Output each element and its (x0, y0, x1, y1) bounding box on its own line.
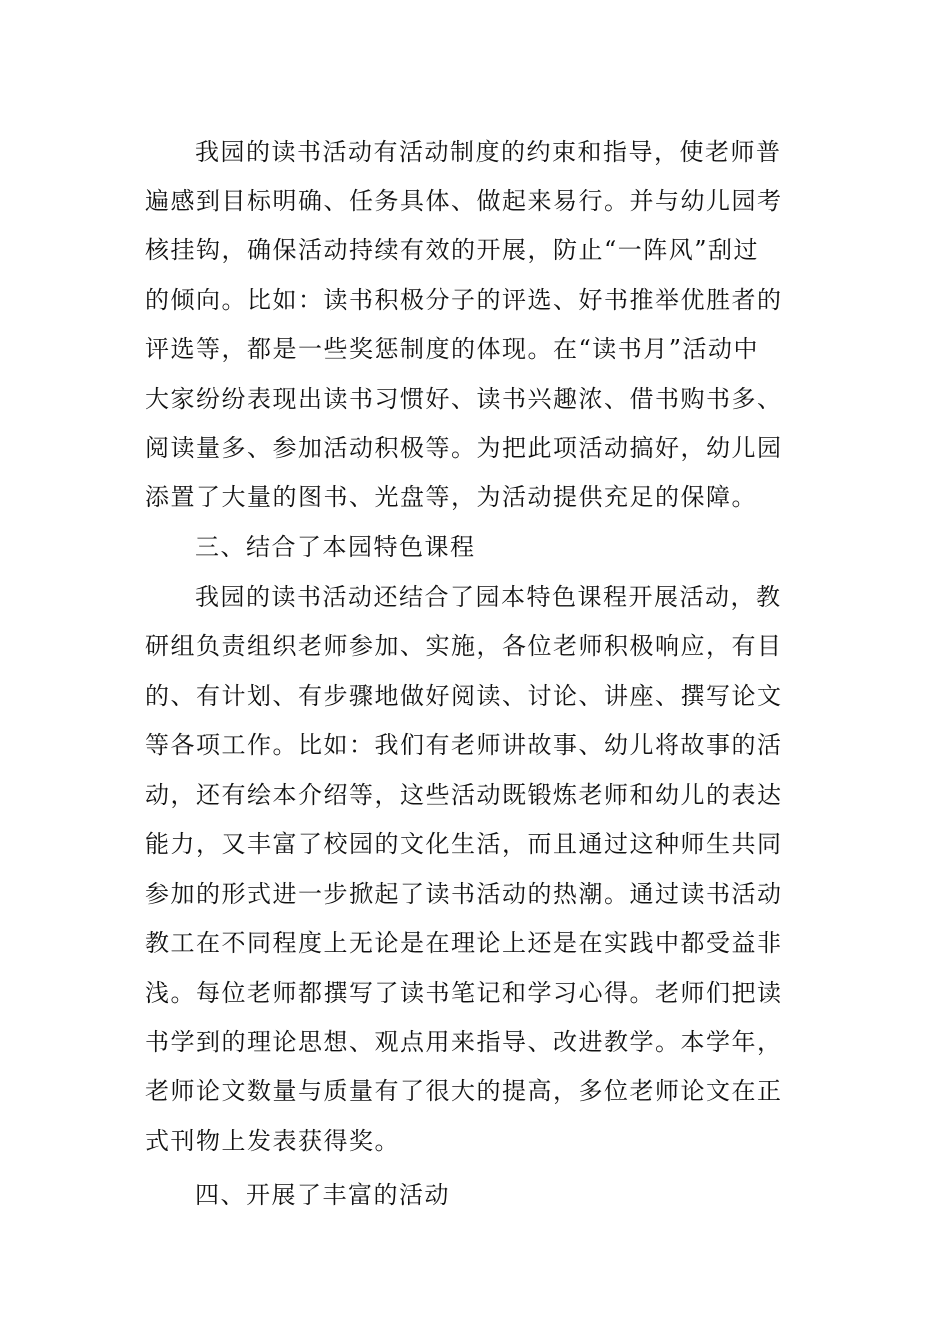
section-heading: 四、开展了丰富的活动 (195, 1181, 450, 1209)
paragraph-line: 阅读量多、参加活动积极等。为把此项活动搞好，幼儿园 (145, 434, 783, 462)
paragraph-line: 动，还有绘本介绍等，这些活动既锻炼老师和幼儿的表达 (145, 781, 783, 809)
paragraph-line: 添置了大量的图书、光盘等，为活动提供充足的保障。 (145, 483, 757, 511)
paragraph-line: 评选等，都是一些奖惩制度的体现。在“读书月”活动中 (145, 335, 760, 363)
paragraph-line: 浅。每位老师都撰写了读书笔记和学习心得。老师们把读 (145, 979, 783, 1007)
paragraph-line: 我园的读书活动有活动制度的约束和指导，使老师普 (195, 138, 782, 166)
paragraph-line: 我园的读书活动还结合了园本特色课程开展活动，教 (195, 583, 782, 611)
paragraph-line: 遍感到目标明确、任务具体、做起来易行。并与幼儿园考 (145, 187, 783, 215)
paragraph-line: 书学到的理论思想、观点用来指导、改进教学。本学年， (145, 1028, 783, 1056)
paragraph-line: 参加的形式进一步掀起了读书活动的热潮。通过读书活动 (145, 880, 783, 908)
paragraph-line: 核挂钩，确保活动持续有效的开展，防止“一阵风”刮过 (145, 236, 760, 264)
paragraph-line: 老师论文数量与质量有了很大的提高，多位老师论文在正 (145, 1077, 783, 1105)
paragraph-line: 式刊物上发表获得奖。 (145, 1127, 400, 1155)
section-heading: 三、结合了本园特色课程 (195, 533, 476, 561)
paragraph-line: 能力，又丰富了校园的文化生活，而且通过这种师生共同 (145, 830, 783, 858)
paragraph-line: 教工在不同程度上无论是在理论上还是在实践中都受益非 (145, 929, 783, 957)
paragraph-line: 的倾向。比如：读书积极分子的评选、好书推举优胜者的 (145, 286, 783, 314)
paragraph-line: 的、有计划、有步骤地做好阅读、讨论、讲座、撰写论文 (145, 682, 783, 710)
paragraph-line: 大家纷纷表现出读书习惯好、读书兴趣浓、借书购书多、 (145, 385, 783, 413)
paragraph-line: 研组负责组织老师参加、实施，各位老师积极响应，有目 (145, 632, 783, 660)
paragraph-line: 等各项工作。比如：我们有老师讲故事、幼儿将故事的活 (145, 731, 783, 759)
